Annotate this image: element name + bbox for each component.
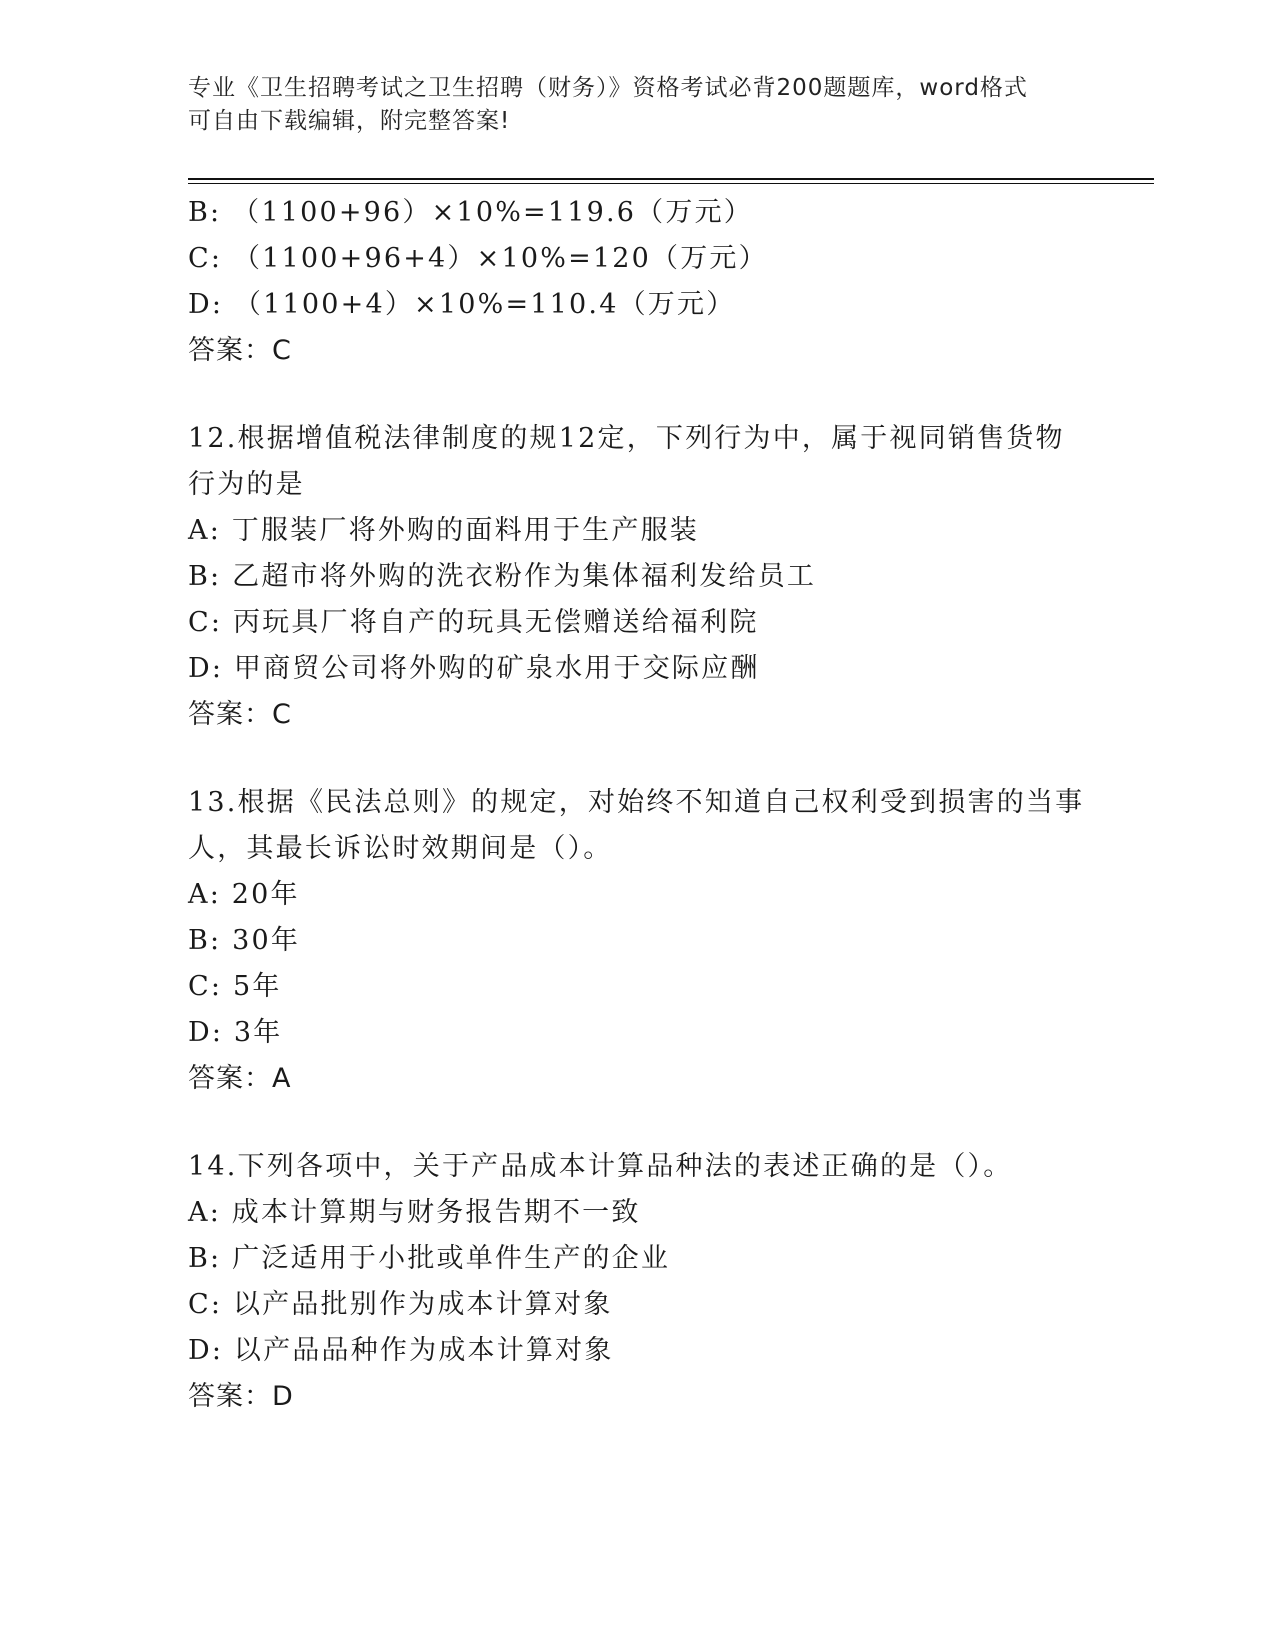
- option-d: D: 3年: [188, 1017, 283, 1048]
- document-header: [188, 72, 1088, 138]
- option-a: A: 成本计算期与财务报告期不一致: [188, 1197, 641, 1228]
- answer-line: 答案：A: [188, 1063, 292, 1094]
- question-stem-cont: 人，其最长诉讼时效期间是（）。: [188, 833, 613, 864]
- question-block-12: [188, 416, 1154, 738]
- option-c: C: 丙玩具厂将自产的玩具无偿赠送给福利院: [188, 607, 759, 638]
- option-b: B: 30年: [188, 925, 301, 956]
- question-block-13: [188, 780, 1154, 1102]
- option-a: A: 20年: [188, 879, 300, 910]
- header-rule-thin: [188, 183, 1154, 184]
- question-stem: 12.根据增值税法律制度的规12定，下列行为中，属于视同销售货物: [188, 423, 1065, 454]
- option-c: C: 以产品批别作为成本计算对象: [188, 1289, 613, 1320]
- header-line-1: 专业《卫生招聘考试之卫生招聘（财务）》资格考试必背200题题库，word格式: [188, 75, 1028, 101]
- question-stem-cont: 行为的是: [188, 469, 305, 500]
- option-d: D: （1100+4）×10%=110.4（万元）: [188, 289, 736, 320]
- question-stem: 13.根据《民法总则》的规定，对始终不知道自己权利受到损害的当事: [188, 787, 1085, 818]
- option-d: D: 甲商贸公司将外购的矿泉水用于交际应酬: [188, 653, 760, 684]
- answer-line: 答案：C: [188, 699, 292, 730]
- option-c: C: （1100+96+4）×10%=120（万元）: [188, 243, 768, 274]
- header-rule-thick: [188, 178, 1154, 180]
- header-line-2: 可自由下载编辑，附完整答案!: [188, 108, 511, 134]
- option-b: B: 乙超市将外购的洗衣粉作为集体福利发给员工: [188, 561, 817, 592]
- question-stem: 14.下列各项中，关于产品成本计算品种法的表述正确的是（）。: [188, 1151, 1013, 1182]
- question-content: [188, 190, 1154, 1420]
- answer-line: 答案：C: [188, 335, 292, 366]
- option-a: A: 丁服装厂将外购的面料用于生产服装: [188, 515, 699, 546]
- question-block-11: [188, 190, 1154, 374]
- answer-line: 答案：D: [188, 1381, 294, 1412]
- option-b: B: （1100+96）×10%=119.6（万元）: [188, 197, 753, 228]
- question-block-14: [188, 1144, 1154, 1420]
- option-c: C: 5年: [188, 971, 282, 1002]
- option-b: B: 广泛适用于小批或单件生产的企业: [188, 1243, 671, 1274]
- option-d: D: 以产品品种作为成本计算对象: [188, 1335, 614, 1366]
